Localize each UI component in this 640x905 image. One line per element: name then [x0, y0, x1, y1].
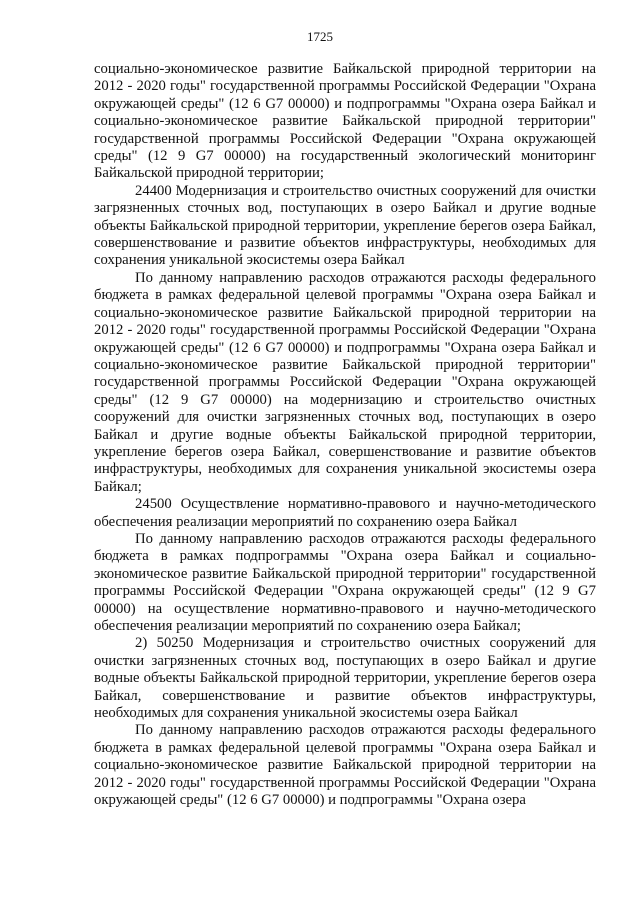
paragraph-24400-description: По данному направлению расходов отражаются расходы федерального бюджета в рамках федеральной целевой программы "Охрана озера Байкал и социально-экономическое развитие Байкальской природной территории на 2012 - 2020 годы" государственной программы Российской Федерации "Охрана окружающей среды" (12 6 G7 00000) и подпрограммы "Охрана озера Байкал и социально-экономическое развитие Байкальской природной территории" государственной программы Российской Федерации "Охрана окружающей среды" (12 9 G7 00000) на модернизацию и строительство очистных сооружений для очистки загрязненных сточных вод, поступающих в озеро Байкал и другие водные объекты Байкальской природной территории, укрепление берегов озера Байкал, совершенствование и развитие объектов инфраструктуры, необходимых для сохранения уникальной экосистемы озера Байкал; — [94, 269, 596, 495]
paragraph-50250-heading: 2) 50250 Модернизация и строительство очистных сооружений для очистки загрязненных сточных вод, поступающих в озеро Байкал и другие водные объекты Байкальской природной территории, укрепление берегов озера Байкал, совершенствование и развитие объектов инфраструктуры, необходимых для сохранения уникальной экосистемы озера Байкал — [94, 635, 596, 722]
paragraph-1: социально-экономическое развитие Байкальской природной территории на 2012 - 2020 годы" государственной программы Российской Федерации "Охрана окружающей среды" (12 6 G7 00000) и подпрограммы "Охрана озера Байкал и социально-экономическое развитие Байкальской природной территории" государственной программы Российской Федерации "Охрана окружающей среды" (12 9 G7 00000) на государственный экологический мониторинг Байкальской природной территории; — [94, 61, 596, 182]
document-body — [94, 61, 596, 809]
page-number: 1725 — [307, 29, 333, 44]
paragraph-24400-heading: 24400 Модернизация и строительство очистных сооружений для очистки загрязненных сточных вод, поступающих в озеро Байкал и другие водные объекты Байкальской природной территории, укрепление берегов озера Байкал, совершенствование и развитие объектов инфраструктуры, необходимых для сохранения уникальной экосистемы озера Байкал — [94, 182, 596, 269]
paragraph-50250-description: По данному направлению расходов отражаются расходы федерального бюджета в рамках федеральной целевой программы "Охрана озера Байкал и социально-экономическое развитие Байкальской природной территории на 2012 - 2020 годы" государственной программы Российской Федерации "Охрана окружающей среды" (12 6 G7 00000) и подпрограммы "Охрана озера — [94, 722, 596, 809]
paragraph-24500-heading: 24500 Осуществление нормативно-правового и научно-методического обеспечения реализации мероприятий по сохранению озера Байкал — [94, 496, 596, 530]
paragraph-24500-description: По данному направлению расходов отражаются расходы федерального бюджета в рамках подпрограммы "Охрана озера Байкал и социально-экономическое развитие Байкальской природной территории" государственной программы Российской Федерации "Охрана окружающей среды" (12 9 G7 00000) на осуществление нормативно-правового и научно-методического обеспечения реализации мероприятий по сохранению озера Байкал; — [94, 530, 596, 634]
